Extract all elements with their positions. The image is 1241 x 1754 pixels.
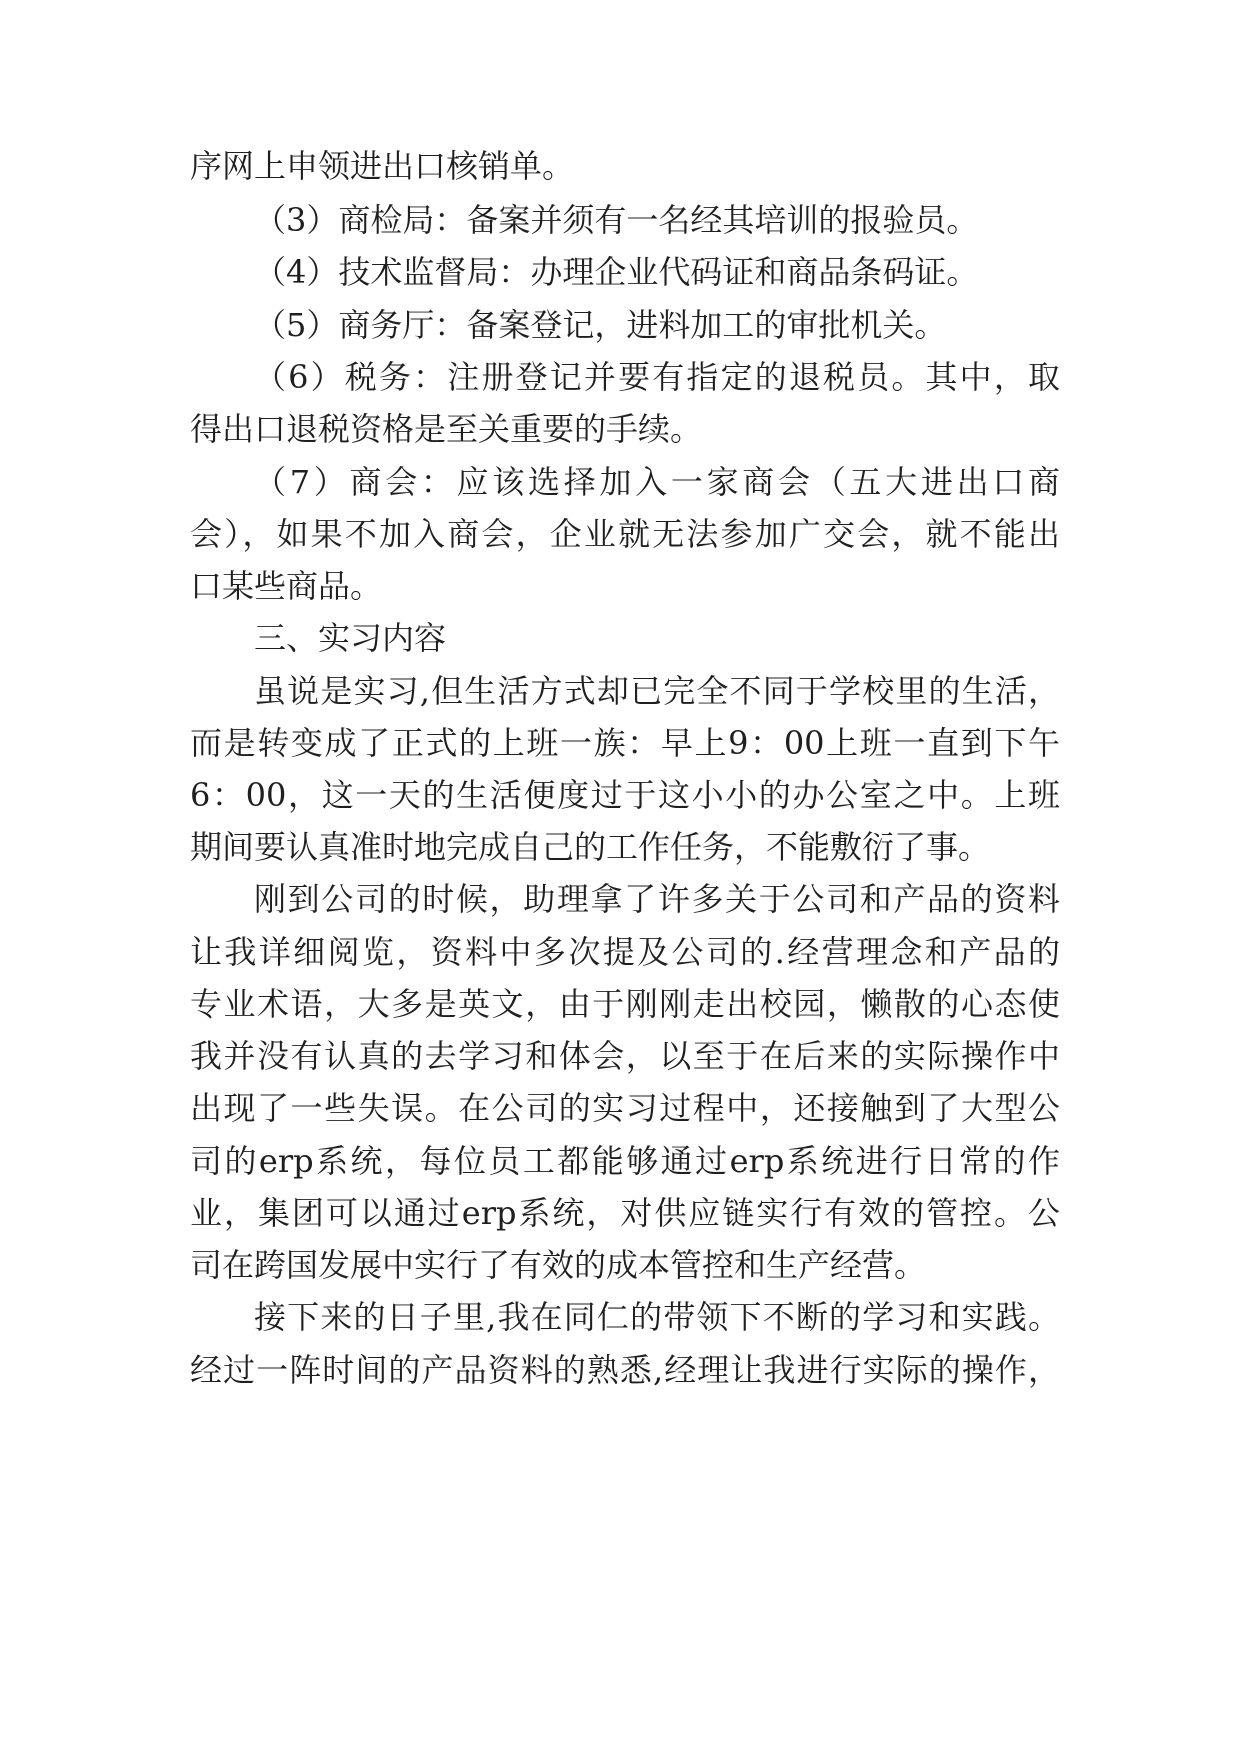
text-line-21: 业，集团可以通过erp系统，对供应链实行有效的管控。公 [190, 1194, 1060, 1232]
text-line-16: 让我详细阅览，资料中多次提及公司的.经营理念和产品的 [190, 933, 1060, 971]
text-line-19: 出现了一些失误。在公司的实习过程中，还接触到了大型公 [190, 1089, 1060, 1127]
text-line-4: （5）商务厅：备案登记，进料加工的审批机关。 [254, 306, 947, 344]
text-line-24: 经过一阵时间的产品资料的熟悉,经理让我进行实际的操作， [190, 1351, 1060, 1389]
text-line-6: 得出口退税资格是至关重要的手续。 [190, 410, 703, 448]
text-line-15: 刚到公司的时候，助理拿了许多关于公司和产品的资料 [254, 880, 1060, 918]
text-line-20: 司的erp系统，每位员工都能够通过erp系统进行日常的作 [190, 1142, 1060, 1180]
text-line-13: 6：00，这一天的生活便度过于这小小的办公室之中。上班 [190, 776, 1060, 814]
text-line-12: 而是转变成了正式的上班一族：早上9：00上班一直到下午 [190, 724, 1060, 762]
text-line-23: 接下来的日子里,我在同仁的带领下不断的学习和实践。 [254, 1298, 1060, 1336]
section-heading: 三、实习内容 [254, 619, 447, 657]
text-line-7: （7）商会：应该选择加入一家商会（五大进出口商 [254, 463, 1060, 501]
text-line-17: 专业术语，大多是英文，由于刚刚走出校园，懒散的心态使 [190, 985, 1060, 1023]
text-line-9: 口某些商品。 [190, 567, 383, 605]
text-line-18: 我并没有认真的去学习和体会，以至于在后来的实际操作中 [190, 1037, 1060, 1075]
text-line-2: （3）商检局：备案并须有一名经其培训的报验员。 [254, 201, 979, 239]
text-line-14: 期间要认真准时地完成自己的工作任务，不能敷衍了事。 [190, 828, 991, 866]
text-line-3: （4）技术监督局：办理企业代码证和商品条码证。 [254, 253, 979, 291]
text-line-11: 虽说是实习,但生活方式却已完全不同于学校里的生活， [254, 672, 1060, 710]
text-line-22: 司在跨国发展中实行了有效的成本管控和生产经营。 [190, 1246, 927, 1284]
text-line-5: （6）税务：注册登记并要有指定的退税员。其中，取 [254, 358, 1060, 396]
text-line-8: 会），如果不加入商会，企业就无法参加广交会，就不能出 [190, 515, 1060, 553]
text-line-1: 序网上申领进出口核销单。 [190, 147, 575, 185]
